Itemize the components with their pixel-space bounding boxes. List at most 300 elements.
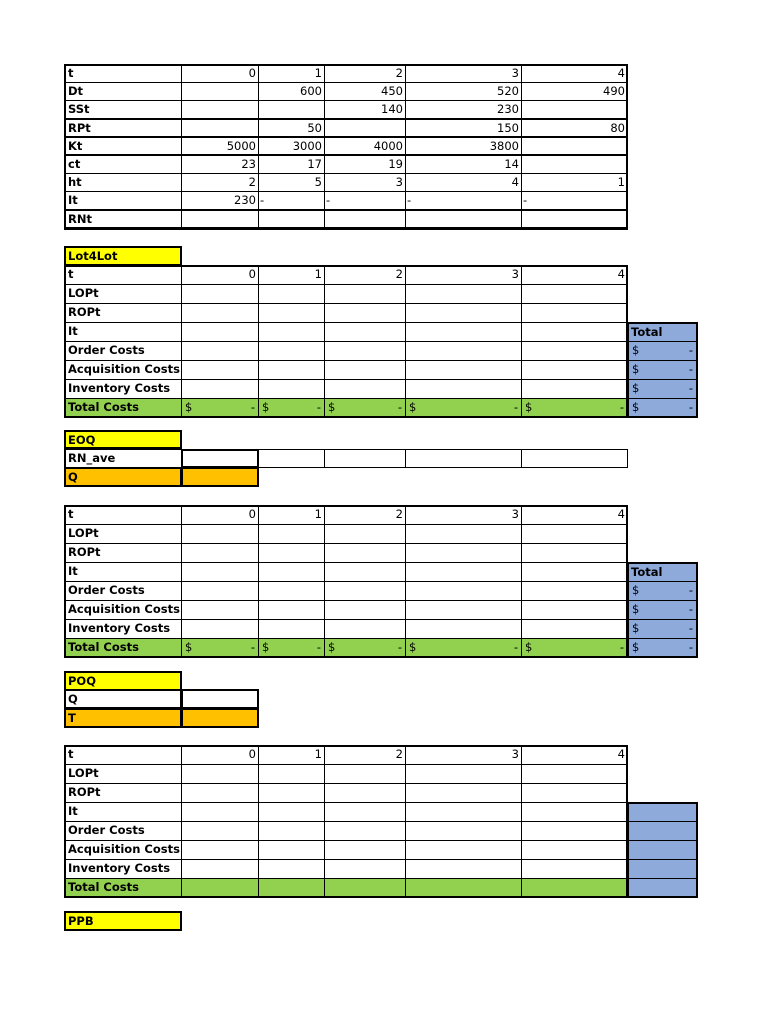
input-cell[interactable] bbox=[405, 119, 522, 138]
currency-symbol: $ bbox=[185, 640, 193, 654]
poq_table-cell[interactable] bbox=[405, 802, 522, 822]
poq_table-cell[interactable] bbox=[521, 840, 628, 860]
zero-value: - bbox=[619, 400, 624, 414]
input-cell[interactable] bbox=[405, 100, 522, 119]
lot4lot-cell[interactable] bbox=[181, 303, 259, 323]
input-cell[interactable] bbox=[324, 100, 406, 119]
input-row-label: Dt bbox=[64, 82, 182, 101]
poq-q-label bbox=[64, 689, 182, 709]
eoq_table-row-label: Acquisition Costs bbox=[64, 600, 182, 620]
poq-title-text: POQ bbox=[68, 674, 96, 688]
zero-value: - bbox=[250, 400, 255, 414]
input-cell-value: 4000 bbox=[373, 138, 403, 153]
currency-symbol: $ bbox=[262, 640, 270, 654]
lot4lot-row-label: It bbox=[64, 322, 182, 342]
lot4lot-cell[interactable] bbox=[521, 360, 628, 380]
poq_table-cell[interactable] bbox=[324, 821, 406, 841]
lot4lot-cell[interactable] bbox=[521, 379, 628, 399]
input-cell[interactable] bbox=[181, 119, 259, 138]
poq_table-cell[interactable] bbox=[258, 802, 325, 822]
eoq_table-row-label: LOPt bbox=[64, 524, 182, 544]
input-cell[interactable] bbox=[181, 82, 259, 101]
eoq_table-cell[interactable] bbox=[521, 600, 628, 620]
poq-title bbox=[64, 671, 182, 691]
input-row-label: RNt bbox=[64, 210, 182, 229]
input-cell[interactable] bbox=[405, 191, 522, 210]
input-cell[interactable] bbox=[181, 64, 259, 83]
lot4lot-period-header: 3 bbox=[405, 265, 522, 285]
lot4lot-row-label: Inventory Costs bbox=[64, 379, 182, 399]
input-cell[interactable] bbox=[324, 210, 406, 229]
eoq_table-period-header: 0 bbox=[181, 505, 259, 525]
input-cell[interactable] bbox=[521, 137, 628, 156]
input-cell[interactable] bbox=[181, 137, 259, 156]
eoq_table-cell[interactable] bbox=[181, 543, 259, 563]
poq_table-cell[interactable] bbox=[405, 859, 522, 879]
poq_table-cell[interactable] bbox=[405, 821, 522, 841]
eoq_table-total-value[interactable] bbox=[627, 638, 698, 658]
lot4lot-cell[interactable] bbox=[324, 379, 406, 399]
lot4lot-period-header: 1 bbox=[258, 265, 325, 285]
lot4lot-title bbox=[64, 246, 182, 266]
input-cell[interactable] bbox=[258, 119, 325, 138]
poq_table-cell[interactable] bbox=[405, 783, 522, 803]
poq_table-cell[interactable] bbox=[258, 859, 325, 879]
zero-value: - bbox=[250, 640, 255, 654]
lot4lot-row-label: t bbox=[64, 265, 182, 285]
currency-symbol: $ bbox=[328, 640, 336, 654]
lot4lot-total-value[interactable] bbox=[627, 398, 698, 418]
lot4lot-cell[interactable] bbox=[324, 360, 406, 380]
currency-symbol: $ bbox=[328, 400, 336, 414]
zero-value: - bbox=[688, 400, 693, 414]
input-cell[interactable] bbox=[324, 137, 406, 156]
lot4lot-total-cost-cell[interactable] bbox=[258, 398, 325, 418]
currency-symbol: $ bbox=[409, 400, 417, 414]
lot4lot-cell[interactable] bbox=[181, 322, 259, 342]
eoq_table-row-label: ROPt bbox=[64, 543, 182, 563]
lot4lot-cell[interactable] bbox=[521, 303, 628, 323]
input-cell-value: 50 bbox=[307, 120, 322, 135]
eoq_table-cell[interactable] bbox=[324, 543, 406, 563]
eoq_table-cell[interactable] bbox=[324, 600, 406, 620]
input-cell-value: - bbox=[407, 193, 412, 208]
input-cell-value: 14 bbox=[504, 157, 519, 171]
eoq_table-total-cost-cell[interactable] bbox=[405, 638, 522, 658]
input-cell-value: 1 bbox=[617, 175, 625, 190]
poq_table-cell[interactable] bbox=[181, 783, 259, 803]
input-cell-value: 5 bbox=[314, 175, 322, 190]
poq_table-total-value[interactable] bbox=[627, 859, 698, 879]
eoq_table-cell[interactable] bbox=[324, 619, 406, 639]
currency-symbol: $ bbox=[632, 640, 640, 654]
currency-symbol: $ bbox=[632, 400, 640, 414]
lot4lot-cell[interactable] bbox=[324, 284, 406, 304]
poq_table-total-value[interactable] bbox=[627, 840, 698, 860]
eoq_table-cell[interactable] bbox=[405, 619, 522, 639]
poq_table-row-label: Acquisition Costs bbox=[64, 840, 182, 860]
eoq_table-cell[interactable] bbox=[405, 581, 522, 601]
eoq_table-cell[interactable] bbox=[324, 524, 406, 544]
poq-t-label bbox=[64, 708, 182, 728]
lot4lot-cell[interactable] bbox=[324, 341, 406, 361]
input-cell[interactable] bbox=[258, 155, 325, 174]
input-cell[interactable] bbox=[181, 155, 259, 174]
input-cell-value: - bbox=[523, 193, 528, 208]
input-row-label: RPt bbox=[64, 119, 182, 138]
poq_table-row-label: t bbox=[64, 745, 182, 765]
input-cell[interactable] bbox=[521, 173, 628, 192]
zero-value: - bbox=[316, 400, 321, 414]
input-row-label: Kt bbox=[64, 137, 182, 156]
input-cell-value: 3000 bbox=[292, 138, 322, 153]
input-cell-value: 230 bbox=[234, 193, 256, 208]
input-cell-value: 5000 bbox=[226, 138, 256, 153]
lot4lot-total-value[interactable] bbox=[627, 341, 698, 361]
input-cell[interactable] bbox=[258, 173, 325, 192]
input-cell-value: 4 bbox=[511, 175, 519, 190]
eoq_table-cell[interactable] bbox=[405, 524, 522, 544]
currency-symbol: $ bbox=[409, 640, 417, 654]
poq_table-total-value[interactable] bbox=[627, 802, 698, 822]
input-cell[interactable] bbox=[181, 173, 259, 192]
input-cell-value: 150 bbox=[497, 120, 519, 135]
poq_table-cell[interactable] bbox=[521, 859, 628, 879]
poq_table-cell[interactable] bbox=[258, 840, 325, 860]
eoq-rn-ave-cell-3[interactable] bbox=[324, 449, 406, 468]
poq_table-cell[interactable] bbox=[405, 764, 522, 784]
lot4lot-total-cost-cell[interactable] bbox=[181, 398, 259, 418]
eoq_table-cell[interactable] bbox=[258, 543, 325, 563]
lot4lot-row-label: Acquisition Costs bbox=[64, 360, 182, 380]
input-cell[interactable] bbox=[258, 210, 325, 229]
eoq_table-cell[interactable] bbox=[258, 600, 325, 620]
poq_table-cell[interactable] bbox=[258, 783, 325, 803]
input-cell-value: - bbox=[326, 193, 331, 208]
eoq_table-cell[interactable] bbox=[258, 581, 325, 601]
poq_table-cell[interactable] bbox=[521, 783, 628, 803]
eoq_table-total-cost-cell[interactable] bbox=[521, 638, 628, 658]
lot4lot-row-label: Total Costs bbox=[64, 398, 182, 418]
eoq_table-total-cost-cell[interactable] bbox=[258, 638, 325, 658]
eoq_table-cell[interactable] bbox=[521, 619, 628, 639]
eoq_table-cell[interactable] bbox=[521, 581, 628, 601]
lot4lot-cell[interactable] bbox=[405, 322, 522, 342]
input-cell[interactable] bbox=[258, 82, 325, 101]
input-cell-value: 2 bbox=[395, 66, 403, 80]
poq_table-cell[interactable] bbox=[181, 802, 259, 822]
input-cell[interactable] bbox=[258, 137, 325, 156]
eoq_table-total-cost-cell[interactable] bbox=[181, 638, 259, 658]
poq_table-cell[interactable] bbox=[324, 783, 406, 803]
zero-value: - bbox=[688, 621, 693, 635]
eoq-rn-ave-cell-4[interactable] bbox=[405, 449, 522, 468]
input-cell-value: 80 bbox=[610, 120, 625, 135]
lot4lot-total-cost-cell[interactable] bbox=[324, 398, 406, 418]
currency-symbol: $ bbox=[262, 400, 270, 414]
eoq_table-row-label: It bbox=[64, 562, 182, 582]
poq_table-cell[interactable] bbox=[181, 859, 259, 879]
eoq-title bbox=[64, 430, 182, 449]
lot4lot-row-label: Order Costs bbox=[64, 341, 182, 361]
lot4lot-total-cost-cell[interactable] bbox=[405, 398, 522, 418]
zero-value: - bbox=[513, 400, 518, 414]
input-cell[interactable] bbox=[521, 155, 628, 174]
lot4lot-period-header: 0 bbox=[181, 265, 259, 285]
currency-symbol: $ bbox=[632, 343, 640, 357]
poq_table-cell[interactable] bbox=[521, 821, 628, 841]
poq_table-cell[interactable] bbox=[181, 821, 259, 841]
eoq_table-total-value[interactable] bbox=[627, 581, 698, 601]
poq_table-total-cost-cell[interactable] bbox=[405, 878, 522, 898]
eoq_table-cell[interactable] bbox=[181, 619, 259, 639]
poq_table-cell[interactable] bbox=[181, 840, 259, 860]
zero-value: - bbox=[688, 602, 693, 616]
input-cell-value: 17 bbox=[307, 157, 322, 171]
zero-value: - bbox=[688, 640, 693, 654]
eoq_table-period-header: 3 bbox=[405, 505, 522, 525]
eoq_table-cell[interactable] bbox=[181, 600, 259, 620]
input-cell[interactable] bbox=[405, 64, 522, 83]
currency-symbol: $ bbox=[525, 640, 533, 654]
currency-symbol: $ bbox=[632, 602, 640, 616]
input-cell[interactable] bbox=[324, 64, 406, 83]
lot4lot-cell[interactable] bbox=[405, 341, 522, 361]
poq_table-cell[interactable] bbox=[258, 764, 325, 784]
lot4lot-cell[interactable] bbox=[521, 341, 628, 361]
poq_table-period-header: 4 bbox=[521, 745, 628, 765]
poq-q-text: Q bbox=[68, 692, 78, 706]
currency-symbol: $ bbox=[632, 583, 640, 597]
input-row-label: It bbox=[64, 191, 182, 210]
lot4lot-cell[interactable] bbox=[258, 322, 325, 342]
eoq_table-total-header: Total bbox=[627, 562, 698, 582]
input-cell-value: 2 bbox=[248, 175, 256, 190]
input-cell[interactable] bbox=[405, 155, 522, 174]
lot4lot-title-text: Lot4Lot bbox=[68, 249, 118, 263]
input-cell[interactable] bbox=[521, 210, 628, 229]
poq_table-cell[interactable] bbox=[181, 764, 259, 784]
lot4lot-cell[interactable] bbox=[405, 360, 522, 380]
lot4lot-period-header: 4 bbox=[521, 265, 628, 285]
input-cell-value: 3 bbox=[511, 66, 519, 80]
eoq-rn-ave-cell-2[interactable] bbox=[258, 449, 325, 468]
poq-t-text: T bbox=[68, 711, 76, 725]
poq_table-row-label: Inventory Costs bbox=[64, 859, 182, 879]
lot4lot-cell[interactable] bbox=[258, 284, 325, 304]
input-cell-value: 450 bbox=[381, 84, 403, 99]
input-cell[interactable] bbox=[521, 119, 628, 138]
input-cell-value: 3800 bbox=[489, 138, 519, 153]
zero-value: - bbox=[688, 362, 693, 376]
poq_table-total-cost-cell[interactable] bbox=[324, 878, 406, 898]
zero-value: - bbox=[316, 640, 321, 654]
input-cell[interactable] bbox=[258, 191, 325, 210]
lot4lot-period-header: 2 bbox=[324, 265, 406, 285]
zero-value: - bbox=[688, 343, 693, 357]
lot4lot-total-cost-cell[interactable] bbox=[521, 398, 628, 418]
currency-symbol: $ bbox=[632, 621, 640, 635]
currency-symbol: $ bbox=[632, 362, 640, 376]
eoq-title-text: EOQ bbox=[68, 433, 96, 447]
zero-value: - bbox=[688, 583, 693, 597]
input-row-label: SSt bbox=[64, 100, 182, 119]
lot4lot-cell[interactable] bbox=[258, 341, 325, 361]
poq_table-total-value[interactable] bbox=[627, 821, 698, 841]
eoq_table-cell[interactable] bbox=[181, 581, 259, 601]
input-cell[interactable] bbox=[324, 155, 406, 174]
eoq_table-row-label: t bbox=[64, 505, 182, 525]
lot4lot-cell[interactable] bbox=[258, 303, 325, 323]
poq_table-cell[interactable] bbox=[405, 840, 522, 860]
currency-symbol: $ bbox=[185, 400, 193, 414]
eoq_table-cell[interactable] bbox=[258, 524, 325, 544]
eoq_table-row-label: Order Costs bbox=[64, 581, 182, 601]
lot4lot-cell[interactable] bbox=[181, 341, 259, 361]
poq_table-total-cost-cell[interactable] bbox=[258, 878, 325, 898]
eoq_table-cell[interactable] bbox=[521, 562, 628, 582]
poq_table-total-cost-cell[interactable] bbox=[521, 878, 628, 898]
input-cell[interactable] bbox=[324, 173, 406, 192]
poq_table-total-value[interactable] bbox=[627, 878, 698, 898]
input-cell[interactable] bbox=[324, 191, 406, 210]
input-cell[interactable] bbox=[324, 119, 406, 138]
input-cell-value: 140 bbox=[381, 102, 403, 117]
currency-symbol: $ bbox=[525, 400, 533, 414]
eoq_table-cell[interactable] bbox=[405, 562, 522, 582]
poq_table-cell[interactable] bbox=[324, 840, 406, 860]
zero-value: - bbox=[513, 640, 518, 654]
input-cell-value: 600 bbox=[300, 84, 322, 99]
poq_table-period-header: 0 bbox=[181, 745, 259, 765]
eoq_table-total-value[interactable] bbox=[627, 619, 698, 639]
lot4lot-cell[interactable] bbox=[324, 322, 406, 342]
zero-value: - bbox=[397, 640, 402, 654]
lot4lot-cell[interactable] bbox=[405, 379, 522, 399]
poq_table-row-label: LOPt bbox=[64, 764, 182, 784]
input-row-label: ht bbox=[64, 173, 182, 192]
eoq_table-period-header: 2 bbox=[324, 505, 406, 525]
input-cell[interactable] bbox=[521, 100, 628, 119]
eoq_table-period-header: 4 bbox=[521, 505, 628, 525]
input-cell[interactable] bbox=[258, 64, 325, 83]
lot4lot-cell[interactable] bbox=[258, 379, 325, 399]
eoq_table-total-cost-cell[interactable] bbox=[324, 638, 406, 658]
poq_table-cell[interactable] bbox=[324, 764, 406, 784]
input-cell-value: 23 bbox=[241, 157, 256, 171]
input-cell[interactable] bbox=[181, 100, 259, 119]
eoq_table-cell[interactable] bbox=[324, 581, 406, 601]
poq_table-cell[interactable] bbox=[521, 764, 628, 784]
ppb-title bbox=[64, 911, 182, 931]
lot4lot-cell[interactable] bbox=[521, 322, 628, 342]
eoq_table-row-label: Total Costs bbox=[64, 638, 182, 658]
poq_table-period-header: 3 bbox=[405, 745, 522, 765]
ppb-title-text: PPB bbox=[68, 914, 94, 928]
eoq_table-cell[interactable] bbox=[181, 524, 259, 544]
zero-value: - bbox=[397, 400, 402, 414]
input-cell-value: - bbox=[260, 193, 265, 208]
poq_table-row-label: It bbox=[64, 802, 182, 822]
poq_table-row-label: Total Costs bbox=[64, 878, 182, 898]
poq-q-value[interactable] bbox=[181, 689, 259, 709]
lot4lot-total-value[interactable] bbox=[627, 379, 698, 399]
eoq_table-cell[interactable] bbox=[258, 619, 325, 639]
eoq-rn-ave-value[interactable] bbox=[181, 449, 259, 468]
eoq_table-cell[interactable] bbox=[405, 600, 522, 620]
lot4lot-cell[interactable] bbox=[324, 303, 406, 323]
poq_table-cell[interactable] bbox=[258, 821, 325, 841]
input-cell-value: 1 bbox=[314, 66, 322, 80]
zero-value: - bbox=[619, 640, 624, 654]
poq_table-cell[interactable] bbox=[324, 802, 406, 822]
input-row-label: t bbox=[64, 64, 182, 83]
zero-value: - bbox=[688, 381, 693, 395]
lot4lot-cell[interactable] bbox=[405, 284, 522, 304]
input-row-label: ct bbox=[64, 155, 182, 174]
input-cell[interactable] bbox=[521, 191, 628, 210]
input-cell-value: 230 bbox=[497, 102, 519, 117]
input-cell[interactable] bbox=[324, 82, 406, 101]
eoq-q-value[interactable] bbox=[181, 467, 259, 487]
input-cell[interactable] bbox=[181, 191, 259, 210]
lot4lot-row-label: ROPt bbox=[64, 303, 182, 323]
lot4lot-total-value[interactable] bbox=[627, 360, 698, 380]
eoq_table-cell[interactable] bbox=[181, 562, 259, 582]
poq_table-cell[interactable] bbox=[521, 802, 628, 822]
lot4lot-cell[interactable] bbox=[405, 303, 522, 323]
eoq-rn-ave-label bbox=[64, 449, 182, 468]
input-cell[interactable] bbox=[521, 64, 628, 83]
poq_table-total-cost-cell[interactable] bbox=[181, 878, 259, 898]
eoq_table-cell[interactable] bbox=[521, 543, 628, 563]
poq-t-value[interactable] bbox=[181, 708, 259, 728]
input-cell-value: 490 bbox=[603, 84, 625, 99]
lot4lot-row-label: LOPt bbox=[64, 284, 182, 304]
eoq-q-label bbox=[64, 467, 182, 487]
eoq_table-row-label: Inventory Costs bbox=[64, 619, 182, 639]
poq_table-row-label: Order Costs bbox=[64, 821, 182, 841]
eoq_table-cell[interactable] bbox=[258, 562, 325, 582]
input-cell-value: 3 bbox=[395, 175, 403, 190]
eoq_table-total-value[interactable] bbox=[627, 600, 698, 620]
lot4lot-cell[interactable] bbox=[258, 360, 325, 380]
eoq_table-cell[interactable] bbox=[324, 562, 406, 582]
poq_table-cell[interactable] bbox=[324, 859, 406, 879]
eoq-q-text: Q bbox=[68, 470, 78, 484]
input-cell[interactable] bbox=[181, 210, 259, 229]
poq_table-row-label: ROPt bbox=[64, 783, 182, 803]
input-cell-value: 0 bbox=[248, 66, 256, 80]
input-cell[interactable] bbox=[405, 210, 522, 229]
eoq_table-cell[interactable] bbox=[405, 543, 522, 563]
eoq-rn-ave-text: RN_ave bbox=[68, 451, 116, 465]
poq_table-period-header: 2 bbox=[324, 745, 406, 765]
lot4lot-cell[interactable] bbox=[181, 284, 259, 304]
lot4lot-cell[interactable] bbox=[181, 379, 259, 399]
input-cell[interactable] bbox=[405, 82, 522, 101]
input-cell[interactable] bbox=[405, 137, 522, 156]
eoq_table-cell[interactable] bbox=[521, 524, 628, 544]
input-cell[interactable] bbox=[405, 173, 522, 192]
eoq-rn-ave-cell-5[interactable] bbox=[521, 449, 628, 468]
input-cell[interactable] bbox=[521, 82, 628, 101]
lot4lot-cell[interactable] bbox=[181, 360, 259, 380]
lot4lot-cell[interactable] bbox=[521, 284, 628, 304]
input-cell[interactable] bbox=[258, 100, 325, 119]
input-cell-value: 19 bbox=[388, 157, 403, 171]
input-cell-value: 520 bbox=[497, 84, 519, 99]
